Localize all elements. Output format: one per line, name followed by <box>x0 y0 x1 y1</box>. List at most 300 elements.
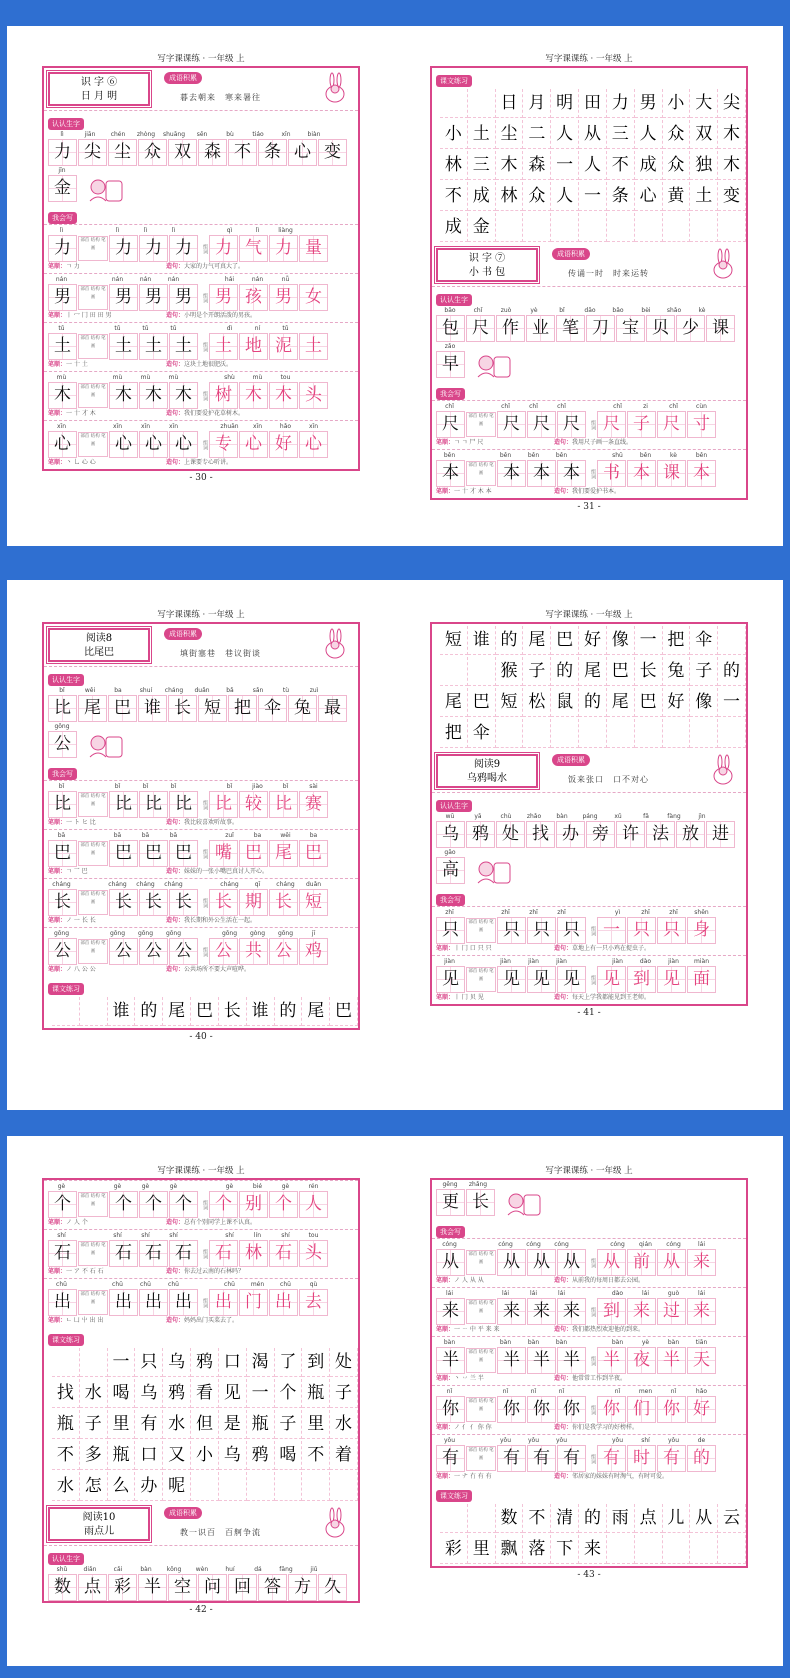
writing-row <box>44 420 358 469</box>
pinyin: jiàn <box>444 958 455 965</box>
pinyin: cháng <box>52 881 71 888</box>
practice-character: 尺 <box>527 411 556 438</box>
pinyin: mù <box>112 374 123 381</box>
blank-cell <box>607 1535 635 1564</box>
phrase-character: 力 <box>209 235 238 262</box>
lesson-title: 日 月 明 <box>80 91 118 102</box>
pinyin: zhī <box>669 909 678 916</box>
pinyin: chù <box>500 813 512 820</box>
section-tag: 我会写 <box>436 1226 465 1238</box>
pinyin: guò <box>667 1290 680 1297</box>
character-cell: 短 <box>198 695 227 722</box>
model-character: 你 <box>436 1396 465 1423</box>
practice-character: 巴 <box>169 840 198 867</box>
pinyin: hái <box>224 276 235 283</box>
running-head: 写字课课练 · 一年级 上 <box>157 1166 245 1176</box>
text-character: 长 <box>219 997 247 1026</box>
blank-cell <box>468 657 496 686</box>
pinyin: tǔ <box>58 325 65 332</box>
character-cell: 答 <box>258 1574 287 1601</box>
stroke-label: 笔顺： <box>436 1277 455 1284</box>
text-character: 尾 <box>440 688 468 717</box>
character-cell: 金 <box>48 175 77 202</box>
pinyin: lái <box>697 1241 705 1248</box>
phrase-character: 好 <box>687 1396 716 1423</box>
pinyin-spacer <box>188 1182 215 1191</box>
writing-row <box>432 449 746 498</box>
character-meta: 部首 结构 笔画 <box>466 967 496 992</box>
sentence <box>166 916 256 926</box>
pinyin: cóng <box>554 1241 569 1248</box>
phrase-character: 赛 <box>299 791 328 818</box>
sentence <box>554 993 650 1003</box>
sentence-value: 公共场所不要大声喧哗。 <box>184 966 251 973</box>
pinyin: chū <box>56 1281 67 1288</box>
pinyin-spacer <box>76 275 103 284</box>
text-character: 兔 <box>663 657 691 686</box>
pinyin: gōng <box>137 930 154 937</box>
pinyin-spacer <box>188 782 215 791</box>
pinyin: shí <box>169 1232 178 1239</box>
pinyin: bàn <box>140 1566 152 1573</box>
phrase-character: 尺 <box>597 411 626 438</box>
new-characters <box>432 306 746 342</box>
pinyin: cùn <box>696 403 707 410</box>
stroke-order <box>436 1374 554 1384</box>
text-character: 人 <box>551 182 579 211</box>
stroke-order <box>436 1472 554 1482</box>
practice-character: 半 <box>527 1347 556 1374</box>
phrase-label: 组词 <box>202 341 208 352</box>
character-row <box>44 175 358 205</box>
pinyin-spacer <box>76 324 103 333</box>
stroke-sentence <box>432 1472 746 1482</box>
practice-character: 个 <box>169 1191 198 1218</box>
character-row <box>44 695 358 722</box>
sentence <box>554 487 620 497</box>
pinyin: yè <box>641 1339 650 1346</box>
character-row <box>44 731 358 761</box>
phrase-character: 见 <box>657 966 686 993</box>
pinyin: biàn <box>307 131 321 138</box>
practice-character: 巴 <box>109 840 138 867</box>
writing-cells <box>44 284 358 311</box>
text-character: 木 <box>718 120 746 149</box>
new-characters <box>44 722 358 761</box>
writing-row <box>432 1434 746 1483</box>
character-cell: 高 <box>436 857 465 884</box>
phrase-character: 出 <box>209 1289 238 1316</box>
pinyin-spacer <box>576 1289 603 1298</box>
text-character: 木 <box>496 151 524 180</box>
sentence-label: 造句： <box>554 1424 573 1431</box>
text-character: 喝 <box>108 1379 136 1408</box>
model-character: 长 <box>48 889 77 916</box>
pinyin: xīn <box>56 423 67 430</box>
pinyin: shí <box>141 1232 150 1239</box>
pinyin: jī <box>311 930 316 937</box>
character-cell: 尾 <box>78 695 107 722</box>
text-character: 子 <box>330 1379 358 1408</box>
text-character: 的 <box>496 626 524 655</box>
text-character: 的 <box>551 657 579 686</box>
stroke-label: 笔顺： <box>436 1375 455 1382</box>
pinyin: kè <box>670 452 677 459</box>
pinyin: shí <box>113 1232 122 1239</box>
phrase-character: 尺 <box>657 411 686 438</box>
sentence-label: 造句： <box>166 1219 185 1226</box>
pinyin-row <box>44 1280 358 1289</box>
practice-character: 见 <box>527 966 556 993</box>
writing-cells <box>44 1191 358 1218</box>
sentence <box>554 1472 668 1482</box>
practice-character: 力 <box>109 235 138 262</box>
phrase-label: 组词 <box>202 243 208 254</box>
phrase-character: 共 <box>239 938 268 965</box>
pinyin-row <box>44 1565 358 1574</box>
practice-character: 比 <box>139 791 168 818</box>
phrase-character: 见 <box>597 966 626 993</box>
pinyin-spacer <box>464 1436 491 1445</box>
phrase-label: 组词 <box>202 848 208 859</box>
sentence-label: 造句： <box>554 439 573 446</box>
running-head: 写字课课练 · 一年级 上 <box>545 610 633 620</box>
phrase-character: 女 <box>299 284 328 311</box>
section-tag: 认认生字 <box>48 1553 84 1565</box>
header-right <box>538 244 742 286</box>
lesson-title-box <box>436 754 538 788</box>
pinyin: yì <box>614 909 621 916</box>
pinyin: gōng <box>221 930 238 937</box>
practice-character: 长 <box>139 889 168 916</box>
pinyin: běn <box>695 452 708 459</box>
stroke-value: ノ 八 公 公 <box>66 966 96 973</box>
text-character: 伞 <box>468 719 496 748</box>
pinyin-row <box>44 422 358 431</box>
phrase-character: 木 <box>269 382 298 409</box>
pinyin: lín <box>253 1232 262 1239</box>
pinyin: wěi <box>84 687 96 694</box>
text-character: 瓶 <box>52 1410 80 1439</box>
phrase-label: 组词 <box>202 1297 208 1308</box>
pinyin: bàn <box>527 1339 540 1346</box>
sentence-value: 我比较喜欢听故事。 <box>184 819 239 826</box>
practice-character: 长 <box>109 889 138 916</box>
text-character: 着 <box>330 1441 358 1470</box>
sentence-label: 造句： <box>166 410 185 417</box>
text-character: 有 <box>135 1410 163 1439</box>
stroke-sentence <box>44 867 358 877</box>
character-cell: 力 <box>48 139 77 166</box>
practice-character: 本 <box>557 460 586 487</box>
pinyin-spacer <box>188 831 215 840</box>
blank-cell <box>275 1472 303 1501</box>
pinyin: tiáo <box>252 131 264 138</box>
stroke-value: 丶 乚 心 心 <box>66 459 96 466</box>
text-row <box>432 182 746 211</box>
phrase-character: 课 <box>657 460 686 487</box>
text-character: 尾 <box>579 657 607 686</box>
text-character: 巴 <box>635 688 663 717</box>
character-row <box>432 857 746 887</box>
practice-character: 男 <box>109 284 138 311</box>
lesson-header <box>44 624 358 667</box>
stroke-order <box>48 360 166 370</box>
phrase-character: 心 <box>299 431 328 458</box>
practice-character: 土 <box>109 333 138 360</box>
text-character: 尘 <box>496 120 524 149</box>
pinyin: bǐ <box>59 687 65 694</box>
text-character: 云 <box>718 1504 746 1533</box>
blank-cell <box>468 89 496 118</box>
character-cell: 作 <box>496 315 525 342</box>
idiom-badge: 成语积累 <box>164 1507 202 1519</box>
pinyin-row <box>44 1182 358 1191</box>
text-character: 心 <box>635 182 663 211</box>
practice-character: 只 <box>557 917 586 944</box>
page-frame <box>42 66 360 471</box>
pinyin: men <box>638 1388 653 1395</box>
pinyin: nán <box>111 276 124 283</box>
writing-row <box>44 273 358 322</box>
pinyin: rén <box>308 1183 319 1190</box>
blank-cell <box>80 1348 108 1377</box>
stroke-order <box>48 1267 166 1277</box>
pinyin-row <box>432 1436 746 1445</box>
pinyin: xǔ <box>614 813 622 820</box>
blank-cell <box>523 213 551 242</box>
text-character: 好 <box>579 626 607 655</box>
model-character: 心 <box>48 431 77 458</box>
writing-cells <box>44 1289 358 1316</box>
character-cell: 宝 <box>616 315 645 342</box>
practice-character: 力 <box>169 235 198 262</box>
blank-cell <box>302 1472 330 1501</box>
blank-cell <box>663 1535 691 1564</box>
sentence <box>554 944 650 954</box>
idiom-text: 填街塞巷 巷议街谈 <box>180 649 261 658</box>
pinyin: lái <box>445 1290 453 1297</box>
pinyin: bàn <box>556 813 568 820</box>
page-41 <box>430 608 748 1020</box>
sentence-value: 我们要爱护花草树木。 <box>184 410 245 417</box>
stroke-value: 丨 冖 冂 田 田 男 <box>66 312 112 319</box>
sentence-value: 妹妹的一张小嘴巴真讨人开心。 <box>184 868 269 875</box>
pinyin: fāng <box>279 1566 293 1573</box>
stroke-label: 笔顺： <box>436 945 455 952</box>
stroke-order <box>436 1423 554 1433</box>
pinyin: tǔ <box>114 325 121 332</box>
writing-row <box>432 1336 746 1385</box>
stroke-value: ノ 一 长 长 <box>66 917 96 924</box>
blank-cell <box>607 719 635 748</box>
phrase-character: 好 <box>269 431 298 458</box>
blank-cell <box>496 719 524 748</box>
text-character: 清 <box>551 1504 579 1533</box>
pinyin: chǐ <box>613 403 622 410</box>
pinyin: jiàn <box>668 958 679 965</box>
text-character: 把 <box>663 626 691 655</box>
pinyin: nǚ <box>281 276 290 283</box>
pinyin: mù <box>56 374 67 381</box>
page-31 <box>430 52 748 514</box>
text-row <box>432 120 746 149</box>
text-character: 林 <box>496 182 524 211</box>
practice-character: 有 <box>527 1445 556 1472</box>
text-character: 呢 <box>163 1472 191 1501</box>
stroke-order <box>48 965 166 975</box>
stroke-sentence <box>432 993 746 1003</box>
pinyin: jīn <box>58 167 66 174</box>
sentence-value: 他常常工作到半夜。 <box>572 1375 627 1382</box>
text-character: 瓶 <box>302 1379 330 1408</box>
cartoon-illustration-icon <box>84 175 128 205</box>
text-character: 土 <box>690 182 718 211</box>
pinyin: cóng <box>666 1241 681 1248</box>
header-right <box>150 624 354 666</box>
page-frame <box>42 622 360 1030</box>
pinyin: shǔ <box>56 1566 68 1573</box>
pinyin-spacer <box>188 422 215 431</box>
pinyin: tiān <box>695 1339 708 1346</box>
pinyin-spacer <box>188 275 215 284</box>
lesson-title-box <box>48 1507 150 1541</box>
stroke-order <box>48 311 166 321</box>
text-character: 口 <box>219 1348 247 1377</box>
section-tag: 我会写 <box>436 388 465 400</box>
sentence-label: 造句： <box>166 312 185 319</box>
stroke-order <box>436 993 554 1003</box>
phrase-label: 组词 <box>202 439 208 450</box>
text-character: 不 <box>302 1441 330 1470</box>
blank-cell <box>690 1535 718 1564</box>
character-row <box>432 315 746 342</box>
model-character: 土 <box>48 333 77 360</box>
sentence <box>554 438 632 448</box>
pinyin: nǐ <box>446 1388 453 1395</box>
pinyin: xīn <box>112 423 123 430</box>
text-character: 多 <box>80 1441 108 1470</box>
phrase-character: 半 <box>657 1347 686 1374</box>
model-character: 来 <box>436 1298 465 1325</box>
text-character: 独 <box>690 151 718 180</box>
pinyin: cháng <box>220 881 239 888</box>
pinyin-spacer <box>76 373 103 382</box>
pinyin: shuāng <box>162 131 186 138</box>
text-character: 儿 <box>663 1504 691 1533</box>
phrase-character: 天 <box>687 1347 716 1374</box>
pinyin: nǐ <box>558 1388 565 1395</box>
text-character: 瓶 <box>108 1441 136 1470</box>
pinyin: bǐ <box>114 783 121 790</box>
pinyin: zi <box>643 403 648 410</box>
phrase-character: 人 <box>299 1191 328 1218</box>
pinyin: bā <box>169 832 178 839</box>
text-character: 人 <box>635 120 663 149</box>
sentence-label: 造句： <box>554 994 573 1001</box>
stroke-value: 一 ㄧ 中 平 来 来 <box>454 1326 500 1333</box>
phrase-character: 长 <box>209 889 238 916</box>
text-character: 日 <box>496 89 524 118</box>
character-cell: 笔 <box>556 315 585 342</box>
character-meta: 部首 结构 笔画 <box>78 1290 108 1315</box>
pinyin: shí <box>281 1232 290 1239</box>
stroke-sentence <box>44 311 358 321</box>
text-character: 鸦 <box>191 1348 219 1377</box>
pinyin-spacer <box>76 226 103 235</box>
sentence <box>166 458 232 468</box>
phrase-character: 孩 <box>239 284 268 311</box>
page-43 <box>430 1164 748 1582</box>
text-character: 小 <box>191 1441 219 1470</box>
pinyin-spacer <box>576 1436 603 1445</box>
sentence-value: 我长期和外公生活在一起。 <box>184 917 257 924</box>
writing-cells <box>432 411 746 438</box>
text-character: 把 <box>440 719 468 748</box>
writing-cells <box>432 1445 746 1472</box>
stroke-label: 笔顺： <box>48 966 67 973</box>
pinyin: běn <box>499 452 512 459</box>
pinyin: diǎn <box>83 1566 97 1573</box>
character-cell: 久 <box>318 1574 347 1601</box>
stroke-value: 丨 冂 贝 见 <box>454 994 484 1001</box>
pinyin-row <box>44 226 358 235</box>
pinyin: chǐ <box>501 403 510 410</box>
pinyin: jiàn <box>556 958 567 965</box>
character-cell: 刀 <box>586 315 615 342</box>
pinyin: lì <box>143 227 148 234</box>
practice-character: 男 <box>169 284 198 311</box>
character-cell: 问 <box>198 1574 227 1601</box>
text-character: 短 <box>440 626 468 655</box>
text-character: 喝 <box>275 1441 303 1470</box>
blank-cell <box>496 213 524 242</box>
idiom-badge: 成语积累 <box>164 628 202 640</box>
stroke-label: 笔顺： <box>436 994 455 1001</box>
pinyin: běn <box>443 452 456 459</box>
text-practice-grid <box>432 89 746 242</box>
blank-cell <box>718 1535 746 1564</box>
writing-cells <box>44 333 358 360</box>
text-character: 里 <box>108 1410 136 1439</box>
rabbit-illustration-icon <box>320 1507 350 1539</box>
pinyin-spacer <box>464 1289 491 1298</box>
writing-cells <box>432 1249 746 1276</box>
character-cell: 业 <box>526 315 555 342</box>
phrase-character: 尾 <box>269 840 298 867</box>
writing-row <box>432 400 746 449</box>
sentence-value: 总有个别同学上课不认真。 <box>184 1219 257 1226</box>
phrase-character: 长 <box>269 889 298 916</box>
stroke-value: ㄱ 力 <box>66 263 80 270</box>
writing-cells <box>432 460 746 487</box>
stroke-sentence <box>432 944 746 954</box>
pinyin: chū <box>224 1281 235 1288</box>
practice-character: 有 <box>497 1445 526 1472</box>
text-character: 渴 <box>247 1348 275 1377</box>
text-row <box>44 997 358 1026</box>
character-cell: 包 <box>436 315 465 342</box>
phrase-label: 组词 <box>590 1355 596 1366</box>
writing-cells <box>44 889 358 916</box>
phrase-character: 力 <box>269 235 298 262</box>
practice-character: 从 <box>527 1249 556 1276</box>
text-character: 小 <box>440 120 468 149</box>
character-meta: 部首 结构 笔画 <box>78 939 108 964</box>
phrase-label: 组词 <box>590 1257 596 1268</box>
pinyin-spacer <box>188 373 215 382</box>
pinyin-row <box>44 880 358 889</box>
